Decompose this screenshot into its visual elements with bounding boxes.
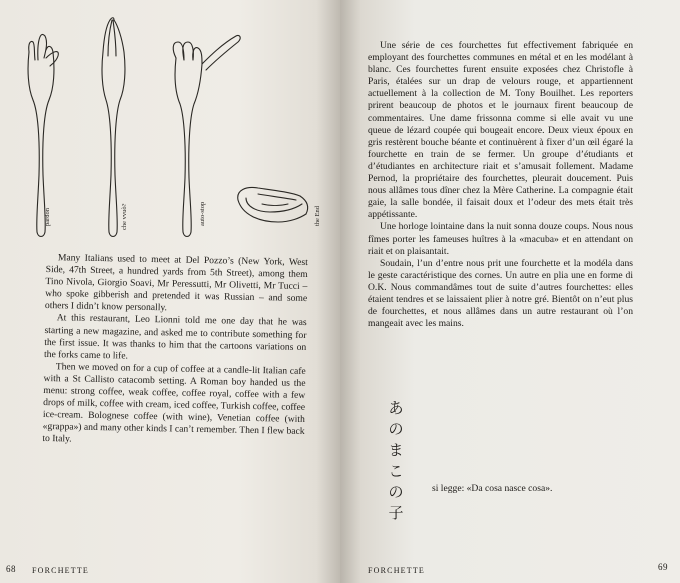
japanese-characters [386, 398, 406, 524]
left-paragraph: At this restaurant, Leo Lionni told me one day that he was starting a new magazine, and asked me to contribute something for the first issue. It was thanks to him that the cartoons variations on the forks came to life. [43, 312, 307, 362]
fork-pardon-drawing [28, 34, 58, 236]
kana-char: こ [388, 462, 404, 480]
right-running-title: FORCHETTE [368, 566, 426, 575]
kana-char: 子 [388, 504, 404, 522]
caption-pardon: pardon [44, 207, 51, 226]
right-page [340, 0, 680, 583]
fork-illustrations [0, 0, 340, 250]
kana-char: あ [388, 399, 404, 417]
left-paragraph: Then we moved on for a cup of coffee at a candle-lit Italian cafe with a St Callisto catacomb setting. A Roman boy handed us the menu: strong coffee, weak coffee, coffee royal, coffee with a few drops of milk, coffee with cream, iced coffee, Turkish coffee, coffee ice-cream. Bolognese coffee (with wine), Venetian coffee (with «grappa») and many other kinds I can’t remember. Then I flew back to Italy. [42, 361, 306, 445]
fork-auto-stop-drawing [173, 35, 240, 236]
left-page-number: 68 [6, 564, 16, 574]
japanese-caption: si legge: «Da cosa nasce cosa». [432, 483, 553, 494]
right-body-text [368, 40, 633, 330]
kana-char: の [388, 420, 404, 438]
left-body-text [42, 252, 308, 450]
left-paragraph: Many Italians used to meet at Del Pozzo’s (New York, West Side, 47th Street, a hundred yards from 5th Street), among them Tino Nivola, Giorgio Soavi, Mr Peressutti, Mr Olivetti, Mr Tucci – who spoke gibberish and pretended it was Russian – and some others I didn’t know personally. [44, 252, 308, 314]
fork-the-end-drawing [238, 188, 308, 223]
kana-char: ま [388, 441, 404, 459]
kana-char: の [388, 483, 404, 501]
caption-che-vvuo: che vvuò? [121, 203, 128, 230]
right-paragraph: Une horloge lointaine dans la nuit sonna douze coups. Nous nous fîmes porter les fameuses huîtres à la «macuba» et en attendant on riait et on plaisantait. [368, 221, 633, 257]
right-paragraph: Une série de ces fourchettes fut effectivement fabriquée en employant des fourchettes communes en métal et en les modélant à blanc. Ces fourchettes furent ensuite exposées chez Christofle à Paris, étalées sur un drap de velours rouge, et appartiennent actuellement à la collection de M. Tony Bouilhet. Les reporters prirent beaucoup de photos et le journaux firent beaucoup de commentaires. Une dame frissonna comme si elle avait vu une queue de lézard coupée qui bougeait encore. Deux vieux époux en gris restèrent bouche béante et continuèrent à fixer d’un œil égaré la fourchette en train de se fermer. Un groupe d’étudiants et d’étudiantes en architecture riait et s’amusait follement. Madame Pernod, la propriétaire des fourchettes, pleurait doucement. Puis nous allâmes tous dîner chez la Mère Catherine. La compagnie était gaie, la salle bondée, il faisait doux et l’odeur des mets était très appétissante. [368, 40, 633, 221]
right-page-number: 69 [658, 562, 668, 572]
caption-auto-stop: auto-stop [199, 201, 206, 226]
caption-the-end: the End [314, 205, 321, 226]
right-paragraph: Soudain, l’un d’entre nous prit une fourchette et la modéla dans le geste caractéristique des cornes. Un autre en plia une en forme di O.K. Nous commandâmes tout de suite d’autres fourchettes: elles étaient tendres et se laissaient plier à notre gré. Bientôt on n’eut plus de fourchettes, et nous allâmes dans un autre restaurant où l’on mangeait avec les mains. [368, 257, 633, 330]
left-running-title: FORCHETTE [32, 566, 90, 575]
